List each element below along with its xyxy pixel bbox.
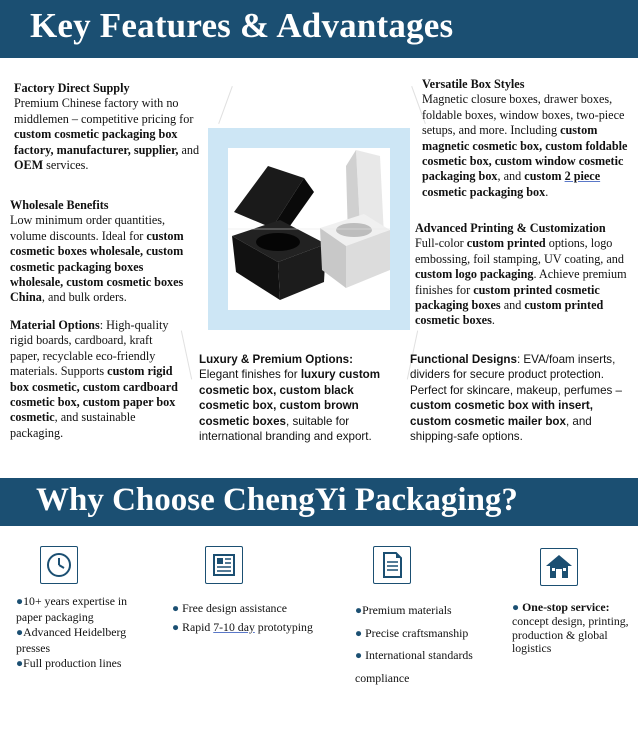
list-item-text: 10+ years expertise in paper packaging bbox=[16, 594, 128, 624]
list-item bbox=[512, 601, 636, 615]
factory-heading: Factory Direct Supply bbox=[14, 81, 130, 95]
house-icon bbox=[540, 548, 578, 586]
printing-text: . Achieve premium finishes for bbox=[415, 267, 627, 297]
luxury-heading: Luxury & Premium Options: bbox=[199, 353, 353, 366]
printing-keyword: custom logo packaging bbox=[415, 267, 534, 282]
list-item-text: Precise craftsmanship bbox=[365, 625, 469, 640]
why-choose-banner bbox=[0, 478, 638, 526]
material-block bbox=[10, 318, 180, 441]
material-text: : High-quality rigid boards, cardboard, kraft paper, recyclable eco-friendly materials. Supports bbox=[10, 318, 169, 379]
versatile-text: . bbox=[545, 184, 549, 199]
material-keywords: custom rigid box cosmetic, custom cardboard cosmetic box, custom paper box cosmetic bbox=[10, 364, 178, 425]
bullet-icon: ● bbox=[172, 620, 180, 634]
section-title: Why Choose ChengYi Packaging? bbox=[36, 482, 518, 518]
material-heading: Material Options bbox=[10, 318, 100, 332]
list-item bbox=[172, 599, 342, 618]
benefit-column-experience bbox=[16, 594, 146, 672]
list-item-text: Premium materials bbox=[362, 603, 452, 617]
printing-text: options, logo embossing, foil stamping, UV coating, and bbox=[415, 236, 624, 266]
two-piece-link: 2 piece bbox=[564, 169, 601, 184]
printing-keyword: custom printed cosmetic packaging boxes bbox=[415, 282, 600, 313]
wholesale-text: , and bulk orders. bbox=[41, 290, 127, 305]
wholesale-keywords: custom cosmetic boxes wholesale, custom cosmetic packaging boxes wholesale, custom cosmetic boxes China bbox=[10, 228, 184, 305]
list-item-text: Advanced Heidelberg presses bbox=[16, 625, 127, 655]
versatile-keyword: custom bbox=[524, 169, 565, 184]
page-title: Key Features & Advantages bbox=[30, 6, 454, 45]
benefit-column-service bbox=[512, 601, 636, 656]
factory-text: and bbox=[178, 142, 200, 157]
versatile-text: , and bbox=[497, 169, 525, 184]
bullet-icon: ● bbox=[16, 656, 24, 670]
list-item bbox=[16, 594, 146, 625]
functional-keywords: custom cosmetic box with insert, custom cosmetic mailer box bbox=[410, 399, 593, 428]
benefit-column-design bbox=[172, 599, 342, 637]
printing-keyword: custom printed cosmetic boxes bbox=[415, 298, 604, 328]
list-item bbox=[16, 656, 146, 672]
bullet-icon: ● bbox=[16, 594, 24, 608]
versatile-text: Magnetic closure boxes, drawer boxes, foldable boxes, window boxes, two-piece setups, and more. Including bbox=[422, 92, 625, 138]
bullet-icon: ● bbox=[512, 600, 520, 614]
list-item-text: Full production lines bbox=[23, 656, 122, 670]
printing-block bbox=[415, 221, 637, 329]
versatile-heading: Versatile Box Styles bbox=[422, 77, 525, 91]
luxury-text: Elegant finishes for bbox=[199, 368, 301, 382]
top-banner bbox=[0, 0, 638, 58]
functional-text: , and shipping-safe options. bbox=[410, 414, 592, 444]
factory-keywords: custom cosmetic packaging box factory, manufacturer, supplier, bbox=[14, 127, 179, 157]
printing-text: Full-color bbox=[415, 236, 467, 251]
benefit-column-quality bbox=[355, 599, 505, 689]
versatile-keywords: custom magnetic cosmetic box, custom foldable cosmetic box, custom window cosmetic packaging box bbox=[422, 123, 628, 184]
list-item bbox=[16, 625, 146, 656]
wholesale-block bbox=[10, 198, 196, 306]
versatile-block bbox=[422, 77, 634, 200]
bullet-icon: ● bbox=[172, 601, 180, 615]
wholesale-heading: Wholesale Benefits bbox=[10, 198, 109, 212]
cosmetic-boxes-illustration bbox=[228, 148, 390, 310]
list-item bbox=[355, 599, 505, 622]
clock-icon bbox=[40, 546, 78, 584]
material-text: , and sustainable packaging. bbox=[10, 410, 136, 440]
bullet-icon: ● bbox=[355, 603, 363, 617]
list-item-text: prototyping bbox=[254, 620, 313, 634]
printing-text: and bbox=[500, 298, 525, 313]
list-item-text: Rapid bbox=[182, 620, 214, 634]
wholesale-text: Low minimum order quantities, volume discounts. Ideal for bbox=[10, 213, 166, 243]
list-item-text: International standards compliance bbox=[355, 648, 473, 685]
newspaper-icon bbox=[205, 546, 243, 584]
list-item bbox=[355, 644, 505, 689]
factory-text: Premium Chinese factory with no middlemen – competitive pricing for bbox=[14, 96, 194, 126]
document-icon bbox=[373, 546, 411, 584]
divider-line bbox=[218, 86, 233, 124]
factory-block bbox=[14, 81, 208, 173]
bullet-icon: ● bbox=[355, 648, 363, 662]
luxury-keywords: luxury custom cosmetic box, custom black cosmetic box, custom brown cosmetic boxes bbox=[199, 368, 381, 428]
bullet-icon: ● bbox=[16, 625, 24, 639]
list-item-text: concept design, printing, production & global logistics bbox=[512, 613, 629, 656]
printing-heading: Advanced Printing & Customization bbox=[415, 221, 606, 235]
product-image-frame bbox=[208, 128, 410, 330]
functional-heading: Functional Designs bbox=[410, 353, 517, 366]
printing-text: . bbox=[491, 313, 495, 328]
luxury-block bbox=[199, 352, 385, 444]
factory-oem: OEM bbox=[14, 158, 44, 173]
product-image bbox=[228, 148, 390, 310]
list-item bbox=[355, 622, 505, 645]
one-stop-heading: One-stop service: bbox=[522, 600, 610, 614]
list-item-text: Free design assistance bbox=[182, 601, 287, 615]
divider-line bbox=[181, 330, 192, 379]
luxury-text: , suitable for international branding and export. bbox=[199, 414, 372, 444]
list-item bbox=[172, 618, 342, 637]
versatile-keyword: cosmetic packaging box bbox=[422, 184, 546, 199]
functional-text: : EVA/foam inserts, dividers for secure product protection. Perfect for skincare, makeup, perfumes – bbox=[410, 353, 622, 397]
prototype-days-link: 7-10 day bbox=[213, 620, 255, 634]
functional-block bbox=[410, 352, 632, 444]
bullet-icon: ● bbox=[355, 625, 363, 640]
factory-text: services. bbox=[43, 158, 89, 173]
printing-keyword: custom printed bbox=[466, 236, 546, 251]
